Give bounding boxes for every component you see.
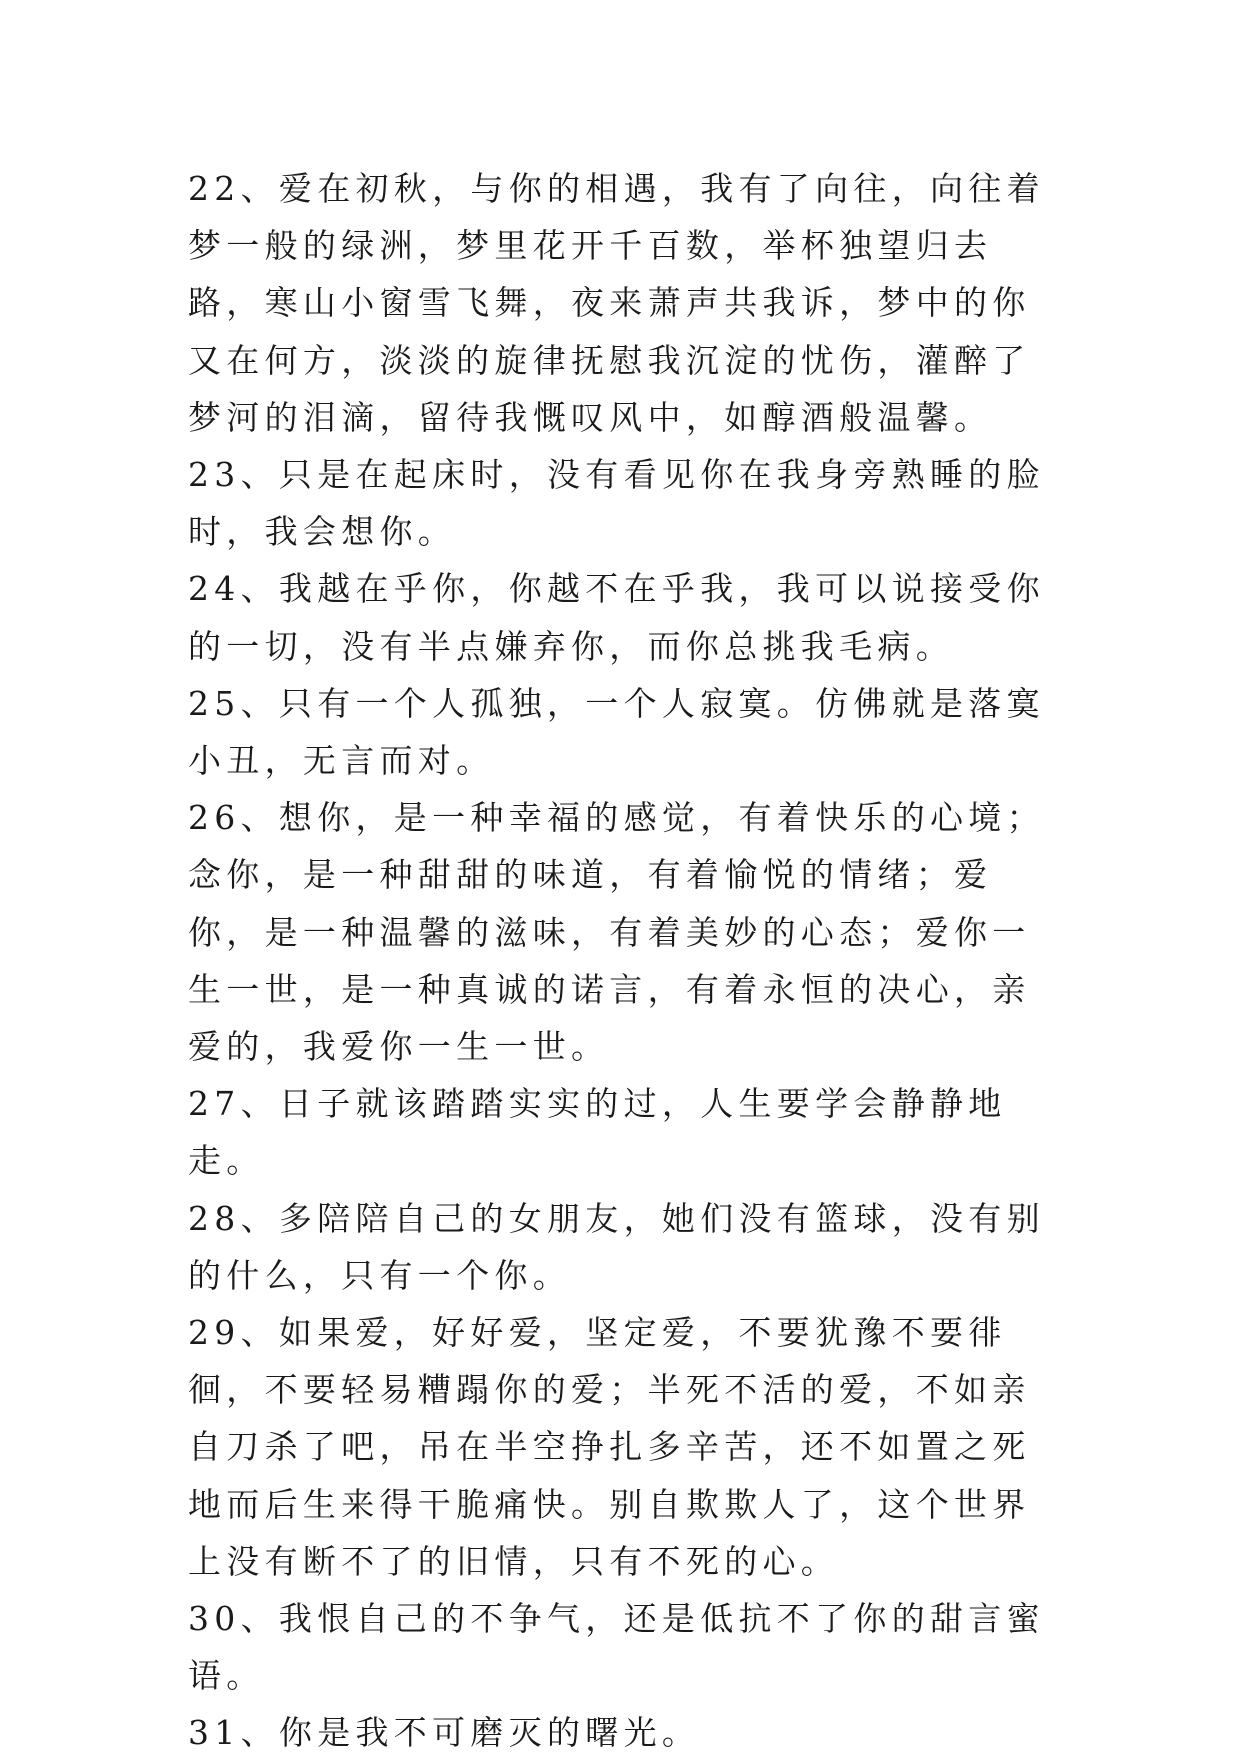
- quote-entry-25: 25、只有一个人孤独，一个人寂寞。仿佛就是落寞小丑，无言而对。: [188, 683, 1045, 781]
- quote-list: [188, 160, 1068, 1762]
- quote-entry-24: 24、我越在乎你，你越不在乎我，我可以说接受你的一切，没有半点嫌弃你，而你总挑我毛病。: [188, 569, 1045, 666]
- quote-entry-28: 28、多陪陪自己的女朋友，她们没有篮球，没有别的什么，只有一个你。: [188, 1198, 1045, 1295]
- quote-entry-26: 26、想你，是一种幸福的感觉，有着快乐的心境；念你，是一种甜甜的味道，有着愉悦的情绪；爱你，是一种温馨的滋味，有着美妙的心态；爱你一生一世，是一种真诚的诺言，有着永恒的决心，亲爱的，我爱你一生一世。: [188, 798, 1045, 1067]
- quote-entry-23: 23、只是在起床时，没有看见你在我身旁熟睡的脸时，我会想你。: [188, 455, 1045, 552]
- quote-entry-31: 31、你是我不可磨灭的曙光。: [188, 1713, 701, 1753]
- quote-entry-30: 30、我恨自己的不争气，还是低抗不了你的甜言蜜语。: [188, 1599, 1045, 1696]
- quote-entry-22: 22、爱在初秋，与你的相遇，我有了向往，向往着梦一般的绿洲，梦里花开千百数，举杯独望归去路，寒山小窗雪飞舞，夜来萧声共我诉，梦中的你又在何方，淡淡的旋律抚慰我沉淀的忧伤，灌醉了梦河的泪滴，留待我慨叹风中，如醇酒般温馨。: [188, 169, 1045, 437]
- quote-entry-27: 27、日子就该踏踏实实的过，人生要学会静静地走。: [188, 1084, 1007, 1181]
- quote-entry-29: 29、如果爱，好好爱，坚定爱，不要犹豫不要徘徊，不要轻易糟蹋你的爱；半死不活的爱，不如亲自刀杀了吧，吊在半空挣扎多辛苦，还不如置之死地而后生来得干脆痛快。别自欺欺人了，这个世界上没有断不了的旧情，只有不死的心。: [188, 1313, 1031, 1581]
